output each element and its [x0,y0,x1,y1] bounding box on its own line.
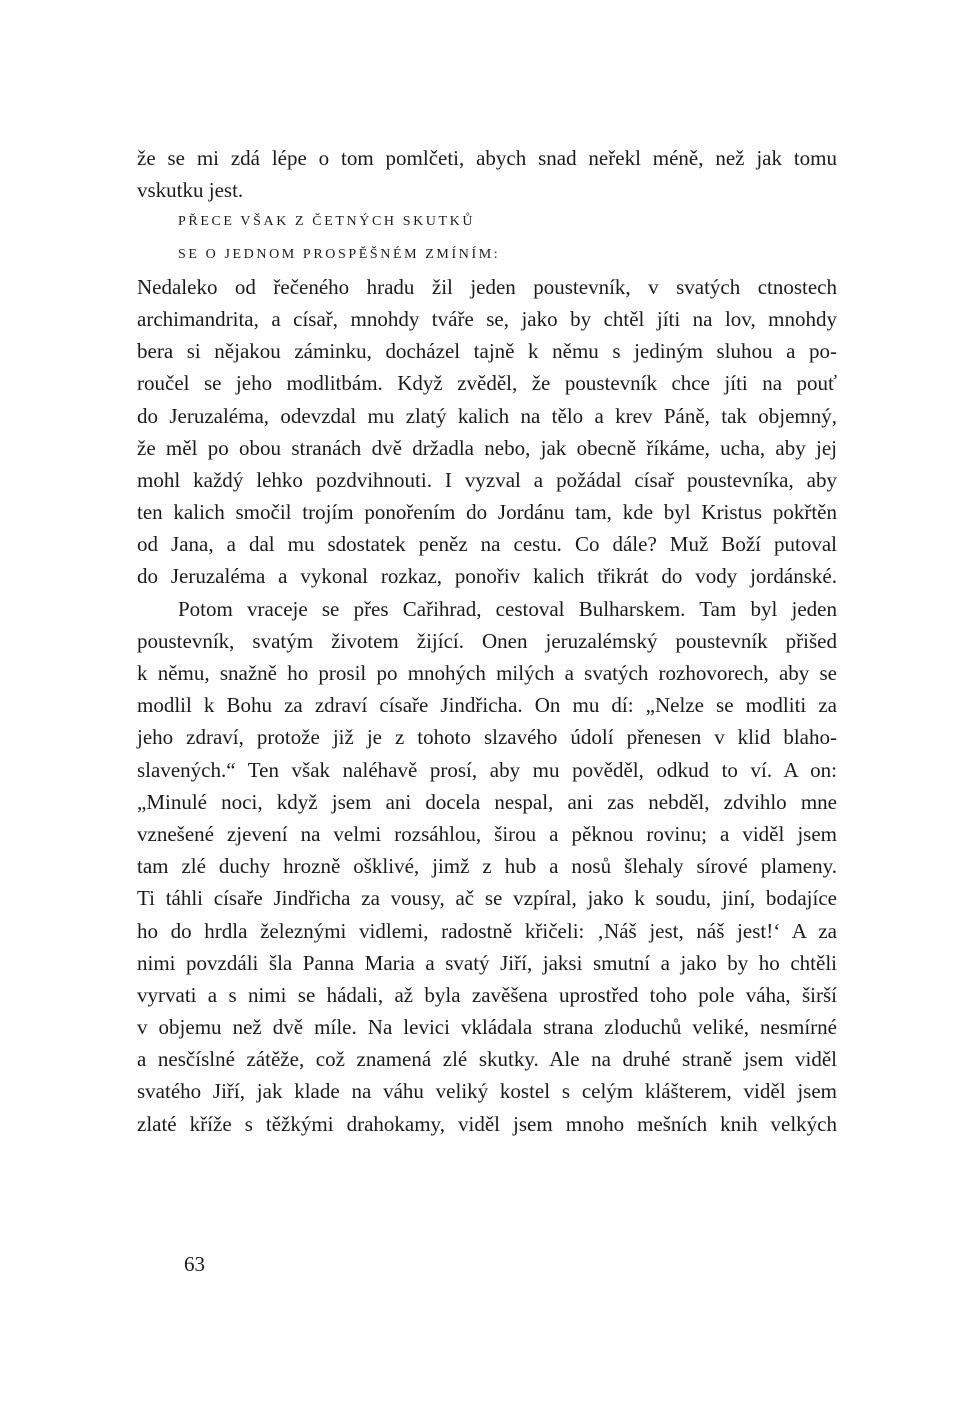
text-line: ho do hrdla železnými vidlemi, radostně křičeli: ‚Náš jest, náš jest!‘ A za [137,918,837,943]
text-line: roučel se jeho modlitbám. Když zvěděl, že poustevník chce jíti na pouť [137,371,837,396]
text-line: zlaté kříže s těžkými drahokamy, viděl jsem mnoho mešních knih velkých [137,1111,837,1136]
text-line: modlil k Bohu za zdraví císaře Jindřicha. On mu dí: „Nelze se modliti za [137,693,837,718]
body-text [137,142,837,1140]
text-line: že se mi zdá lépe o tom pomlčeti, abych snad neřekl méně, než jak tomu [137,146,837,170]
text-line: ten kalich smočil trojím ponořením do Jordánu tam, kde byl Kristus pokřtěn [137,500,837,525]
text-line: Ti táhli císaře Jindřicha za vousy, ač se vzpíral, jako k soudu, jiní, bodajíce [137,886,837,911]
text-line: v objemu než dvě míle. Na levici vkládala strana zloduchů veliké, nesmírné [137,1015,837,1040]
text-line: tam zlé duchy hrozně ošklivé, jimž z hub a nosů šlehaly sírové plameny. [137,854,837,879]
text-line: do Jeruzaléma a vykonal rozkaz, ponořiv kalich třikrát do vody jordánské. [137,564,837,589]
text-line: bera si nějakou záminku, docházel tajně k němu s jediným sluhou a po- [137,339,837,364]
text-line: svatého Jiří, jak klade na váhu veliký kostel s celým klášterem, viděl jsem [137,1079,837,1104]
text-line: vskutku jest. [137,178,244,203]
small-caps-heading-line: SE O JEDNOM PROSPĚŠNÉM ZMÍNÍM: [178,246,501,262]
text-line: Potom vraceje se přes Cařihrad, cestoval Bulharskem. Tam byl jeden [178,596,837,621]
page-number: 63 [184,1252,205,1276]
text-line: od Jana, a dal mu sdostatek peněz na cestu. Co dále? Muž Boží putoval [137,532,837,557]
text-line: nimi povzdáli šla Panna Maria a svatý Jiří, jaksi smutní a jako by ho chtěli [137,950,837,975]
text-line: k němu, snažně ho prosil po mnohých milých a svatých rozhovorech, aby se [137,661,837,685]
small-caps-heading-line: PŘECE VŠAK Z ČETNÝCH SKUTKŮ [178,214,476,230]
text-line: slavených.“ Ten však naléhavě prosí, aby mu pověděl, odkud to ví. A on: [137,757,837,782]
text-line: jeho zdraví, protože již je z tohoto slzavého údolí přenesen v klid blaho- [137,725,837,750]
text-line: že měl po obou stranách dvě držadla nebo, jak obecně říkáme, ucha, aby jej [137,435,837,460]
text-line: Nedaleko od řečeného hradu žil jeden poustevník, v svatých ctnostech [137,274,837,299]
text-line: vznešené zjevení na velmi rozsáhlou, širou a pěknou rovinu; a viděl jsem [137,821,837,846]
text-line: a nesčíslné zátěže, což znamená zlé skutky. Ale na druhé straně jsem viděl [137,1047,837,1072]
text-line: mohl každý lehko pozdvihnouti. I vyzval a požádal císař poustevníka, aby [137,467,837,492]
text-line: do Jeruzaléma, odevzdal mu zlatý kalich na tělo a krev Páně, tak objemný, [137,403,837,428]
text-line: „Minulé noci, když jsem ani docela nespal, ani zas nebděl, zdvihlo mne [137,789,837,814]
text-line: poustevník, svatým životem žijící. Onen jeruzalémský poustevník přišed [137,628,837,653]
text-line: archimandrita, a císař, mnohdy tváře se, jako by chtěl jíti na lov, mnohdy [137,306,837,331]
text-line: vyrvati a s nimi se hádali, až byla zavěšena uprostřed toho pole váha, širší [137,982,837,1007]
